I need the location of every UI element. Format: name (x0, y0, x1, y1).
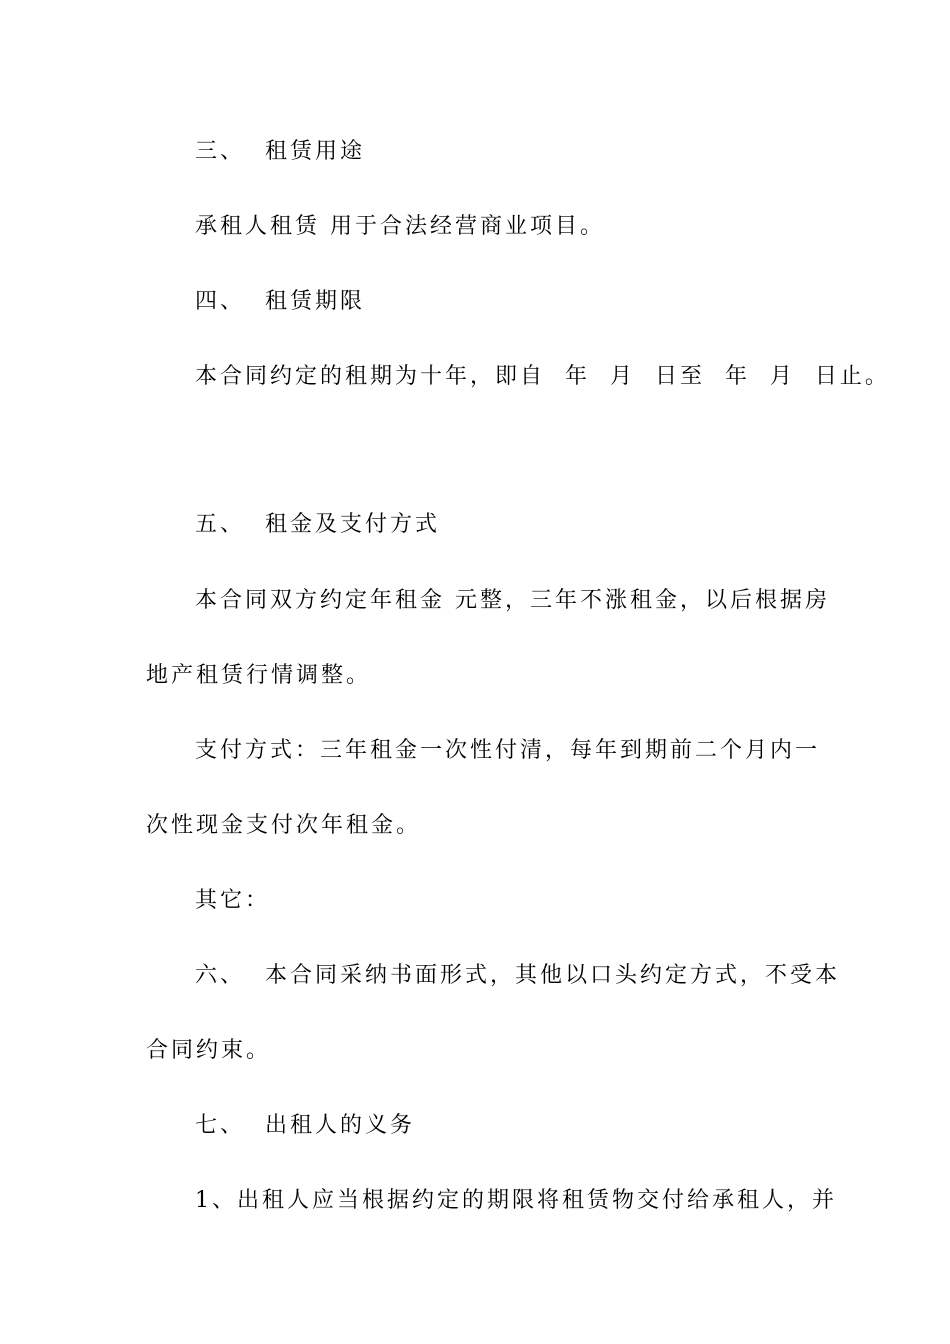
paragraph-payment-line-2: 次性现金支付次年租金。 (146, 813, 422, 838)
section-contract-form-line-2: 合同约束。 (146, 1038, 272, 1063)
section-heading-purpose: 三、 租赁用途 (195, 139, 365, 164)
section-heading-term: 四、 租赁期限 (195, 289, 365, 314)
paragraph-purpose: 承租人租赁 用于合法经营商业项目。 (195, 214, 605, 239)
paragraph-obligation-1: 1、出租人应当根据约定的期限将租赁物交付给承租人，并 (195, 1188, 837, 1213)
section-heading-lessor-obligations: 七、 出租人的义务 (195, 1113, 415, 1138)
paragraph-rent-line-2: 地产租赁行情调整。 (146, 663, 372, 688)
paragraph-rent-line-1: 本合同双方约定年租金 元整，三年不涨租金，以后根据房 (195, 588, 830, 613)
section-heading-rent: 五、 租金及支付方式 (195, 512, 440, 537)
paragraph-payment-line-1: 支付方式：三年租金一次性付清，每年到期前二个月内一 (195, 738, 821, 763)
section-contract-form-line-1: 六、 本合同采纳书面形式，其他以口头约定方式，不受本 (195, 963, 840, 988)
paragraph-other: 其它： (195, 888, 271, 913)
paragraph-term: 本合同约定的租期为十年，即自 年 月 日至 年 月 日止。 (195, 364, 890, 389)
